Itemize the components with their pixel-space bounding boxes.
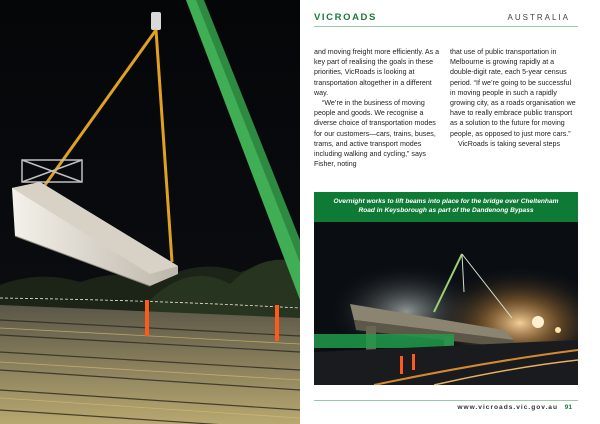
paragraph: VicRoads is taking several steps: [458, 139, 560, 148]
page-number: 91: [564, 404, 572, 411]
bridge-works-illustration: [314, 222, 578, 385]
photo-caption: Overnight works to lift beams into place for the bridge over Cheltenham Road in Keysborough as part of the Dandenong Bypass: [314, 192, 578, 222]
article-page: [300, 0, 600, 424]
region-label: AUSTRALIA: [507, 13, 570, 22]
text-column-right: [450, 47, 578, 149]
paragraph: and moving freight more efficiently. As a key part of realising the goals in these priorities, VicRoads is looking at transportation altogether in a different way.: [314, 48, 440, 97]
header-divider: [314, 26, 578, 27]
paragraph: that use of public transportation in Melbourne is growing rapidly at a double-digit rate, each 5-year census period. “If we’re going to be successful in moving people in such a rapidly growing city, as a roads organisation we have to really embrace public transport as a solution to the future for moving people, as opposed to just more cars.”: [450, 48, 576, 138]
bridge-works-photo: [314, 222, 578, 385]
brand-title: VICROADS: [314, 12, 377, 23]
paragraph: “We’re in the business of moving people and goods. We recognise a diverse choice of transportation modes for our customers—cars, trains, buses, trams, and active transport modes including walking and cycling,” says Fisher, noting: [314, 99, 436, 169]
text-column-left: [314, 47, 442, 169]
website-url: www.vicroads.vic.gov.au: [457, 404, 558, 411]
footer-divider: [314, 400, 578, 401]
